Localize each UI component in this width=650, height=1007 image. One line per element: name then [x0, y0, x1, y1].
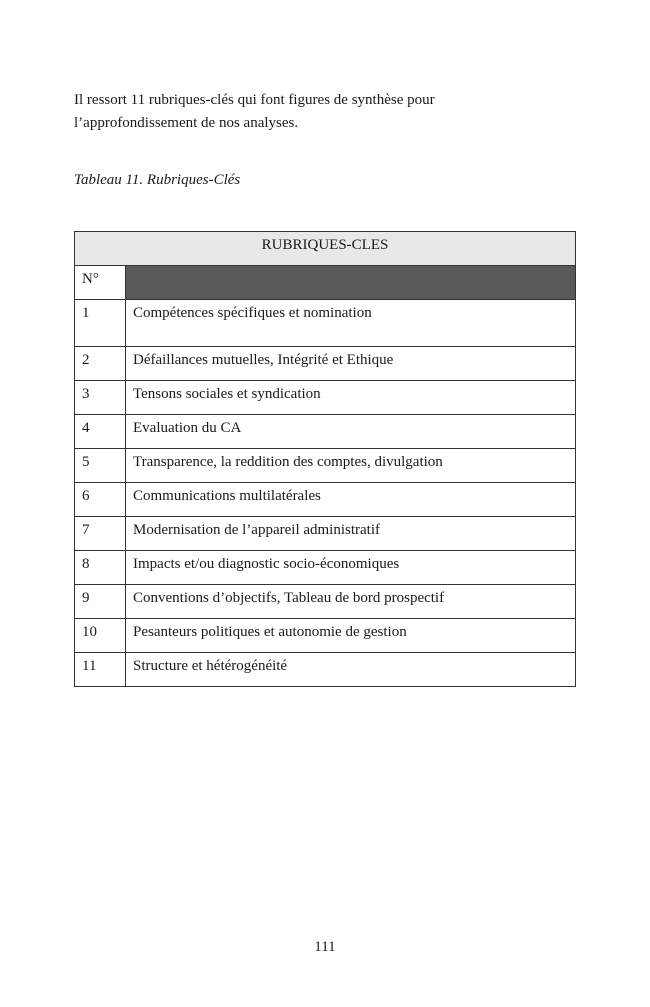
row-number: 1 — [75, 300, 126, 347]
row-number: 10 — [75, 619, 126, 653]
row-number: 5 — [75, 449, 126, 483]
row-number: 3 — [75, 381, 126, 415]
row-label: Conventions d’objectifs, Tableau de bord prospectif — [126, 585, 576, 619]
row-label: Modernisation de l’appareil administratif — [126, 517, 576, 551]
table-caption: Tableau 11. Rubriques-Clés — [74, 172, 241, 188]
page-number: 111 — [314, 939, 336, 955]
row-label: Communications multilatérales — [126, 483, 576, 517]
row-label: Transparence, la reddition des comptes, divulgation — [126, 449, 576, 483]
row-number: 2 — [75, 347, 126, 381]
intro-line-2: l’approfondissement de nos analyses. — [74, 115, 299, 131]
row-number: 8 — [75, 551, 126, 585]
table-row — [75, 300, 576, 347]
intro-paragraph — [74, 89, 494, 135]
table-row — [75, 449, 576, 483]
row-number: 11 — [75, 653, 126, 687]
row-label: Compétences spécifiques et nomination — [126, 300, 576, 347]
table-row — [75, 381, 576, 415]
row-number: 7 — [75, 517, 126, 551]
table-row — [75, 653, 576, 687]
row-label: Evaluation du CA — [126, 415, 576, 449]
table-row — [75, 415, 576, 449]
row-label: Structure et hétérogénéité — [126, 653, 576, 687]
table-row — [75, 483, 576, 517]
label-column-header — [126, 266, 576, 300]
intro-line-1: Il ressort 11 rubriques-clés qui font figures de synthèse pour — [74, 92, 435, 108]
row-number: 9 — [75, 585, 126, 619]
row-number: 6 — [75, 483, 126, 517]
number-column-header: N° — [75, 266, 126, 300]
row-label: Pesanteurs politiques et autonomie de gestion — [126, 619, 576, 653]
row-label: Tensons sociales et syndication — [126, 381, 576, 415]
table-row — [75, 619, 576, 653]
table-header-row — [75, 266, 576, 300]
row-label: Impacts et/ou diagnostic socio-économiques — [126, 551, 576, 585]
table-title: RUBRIQUES-CLES — [75, 232, 576, 266]
row-label: Défaillances mutuelles, Intégrité et Ethique — [126, 347, 576, 381]
table-row — [75, 517, 576, 551]
table-title-row — [75, 232, 576, 266]
table-row — [75, 347, 576, 381]
rubriques-table — [74, 231, 576, 687]
table-row — [75, 585, 576, 619]
table-row — [75, 551, 576, 585]
row-number: 4 — [75, 415, 126, 449]
